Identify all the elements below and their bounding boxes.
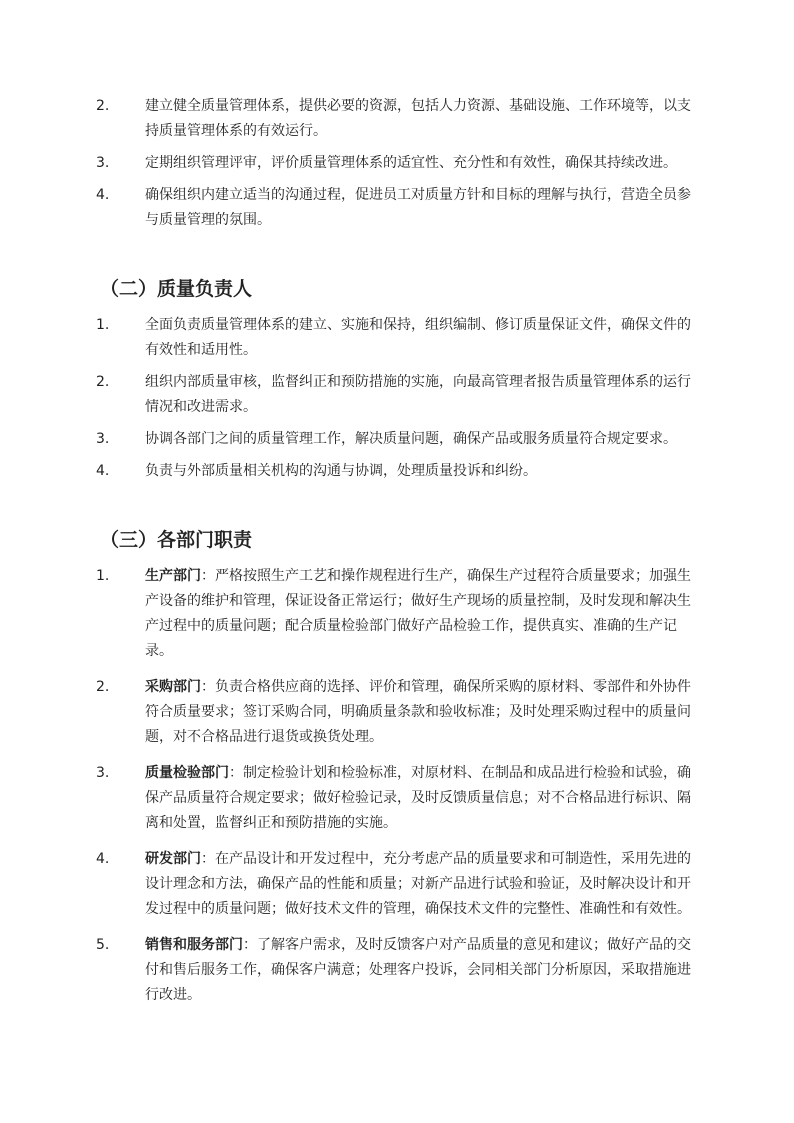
list-number: 1.: [96, 317, 110, 333]
list-text: ：了解客户需求，及时反馈客户对产品质量的意见和建议；做好产品的交付和售后服务工作，确保客户满意；处理客户投诉，会同相关部门分析原因，采取措施进行改进。: [145, 937, 691, 1003]
list-number: 4.: [96, 463, 110, 479]
list-text: ：严格按照生产工艺和操作规程进行生产，确保生产过程符合质量要求；加强生产设备的维护和管理，保证设备正常运行；做好生产现场的质量控制，及时发现和解决生产过程中的质量问题；配合质量检验部门做好产品检验工作，提供真实、准确的生产记录。: [145, 568, 691, 659]
list-item: [0, 427, 794, 452]
list-item: [0, 761, 794, 836]
department-name: 生产部门: [145, 568, 201, 584]
list-text: 协调各部门之间的质量管理工作，解决质量问题，确保产品或服务质量符合规定要求。: [145, 431, 677, 447]
list-item: [0, 183, 794, 233]
department-name: 销售和服务部门: [145, 937, 243, 953]
list-item: [0, 675, 794, 750]
list-number: 2.: [96, 679, 110, 695]
list-text: ：在产品设计和开发过程中，充分考虑产品的质量要求和可制造性，采用先进的设计理念和方法，确保产品的性能和质量；对新产品进行试验和验证，及时解决设计和开发过程中的质量问题；做好技术文件的管理，确保技术文件的完整性、准确性和有效性。: [145, 851, 691, 917]
list-text: 负责与外部质量相关机构的沟通与协调，处理质量投诉和纠纷。: [145, 463, 537, 479]
list-number: 4.: [96, 851, 110, 867]
list-item: [0, 564, 794, 664]
list-item: [0, 459, 794, 484]
department-duties-list: [0, 564, 794, 1019]
section-heading-quality-manager: （二）质量负责人: [100, 278, 253, 300]
list-text: ：制定检验计划和检验标准，对原材料、在制品和成品进行检验和试验，确保产品质量符合规定要求；做好检验记录，及时反馈质量信息；对不合格品进行标识、隔离和处置，监督纠正和预防措施的实施。: [145, 765, 691, 831]
list-item: [0, 847, 794, 922]
list-number: 1.: [96, 568, 110, 584]
list-number: 3.: [96, 155, 110, 171]
list-text: 确保组织内建立适当的沟通过程，促进员工对质量方针和目标的理解与执行，营造全员参与质量管理的氛围。: [145, 187, 691, 228]
list-item: [0, 933, 794, 1008]
list-number: 4.: [96, 187, 110, 203]
department-name: 研发部门: [145, 851, 201, 867]
list-text: 全面负责质量管理体系的建立、实施和保持，组织编制、修订质量保证文件，确保文件的有效性和适用性。: [145, 317, 691, 358]
list-text: ：负责合格供应商的选择、评价和管理，确保所采购的原材料、零部件和外协件符合质量要求；签订采购合同，明确质量条款和验收标准；及时处理采购过程中的质量问题，对不合格品进行退货或换货处理。: [145, 679, 691, 745]
list-text: 建立健全质量管理体系，提供必要的资源，包括人力资源、基础设施、工作环境等，以支持质量管理体系的有效运行。: [145, 98, 691, 139]
top-responsibility-list: [0, 94, 794, 240]
list-number: 3.: [96, 765, 110, 781]
department-name: 采购部门: [145, 679, 201, 695]
section-heading-department-duties: （三）各部门职责: [100, 529, 253, 551]
list-text: 组织内部质量审核，监督纠正和预防措施的实施，向最高管理者报告质量管理体系的运行情况和改进需求。: [145, 374, 691, 415]
list-number: 3.: [96, 431, 110, 447]
list-item: [0, 151, 794, 176]
department-name: 质量检验部门: [145, 765, 229, 781]
list-number: 2.: [96, 374, 110, 390]
list-number: 5.: [96, 937, 110, 953]
list-text: 定期组织管理评审，评价质量管理体系的适宜性、充分性和有效性，确保其持续改进。: [145, 155, 677, 171]
list-item: [0, 370, 794, 420]
list-item: [0, 94, 794, 144]
list-item: [0, 313, 794, 363]
quality-manager-list: [0, 313, 794, 491]
list-number: 2.: [96, 98, 110, 114]
